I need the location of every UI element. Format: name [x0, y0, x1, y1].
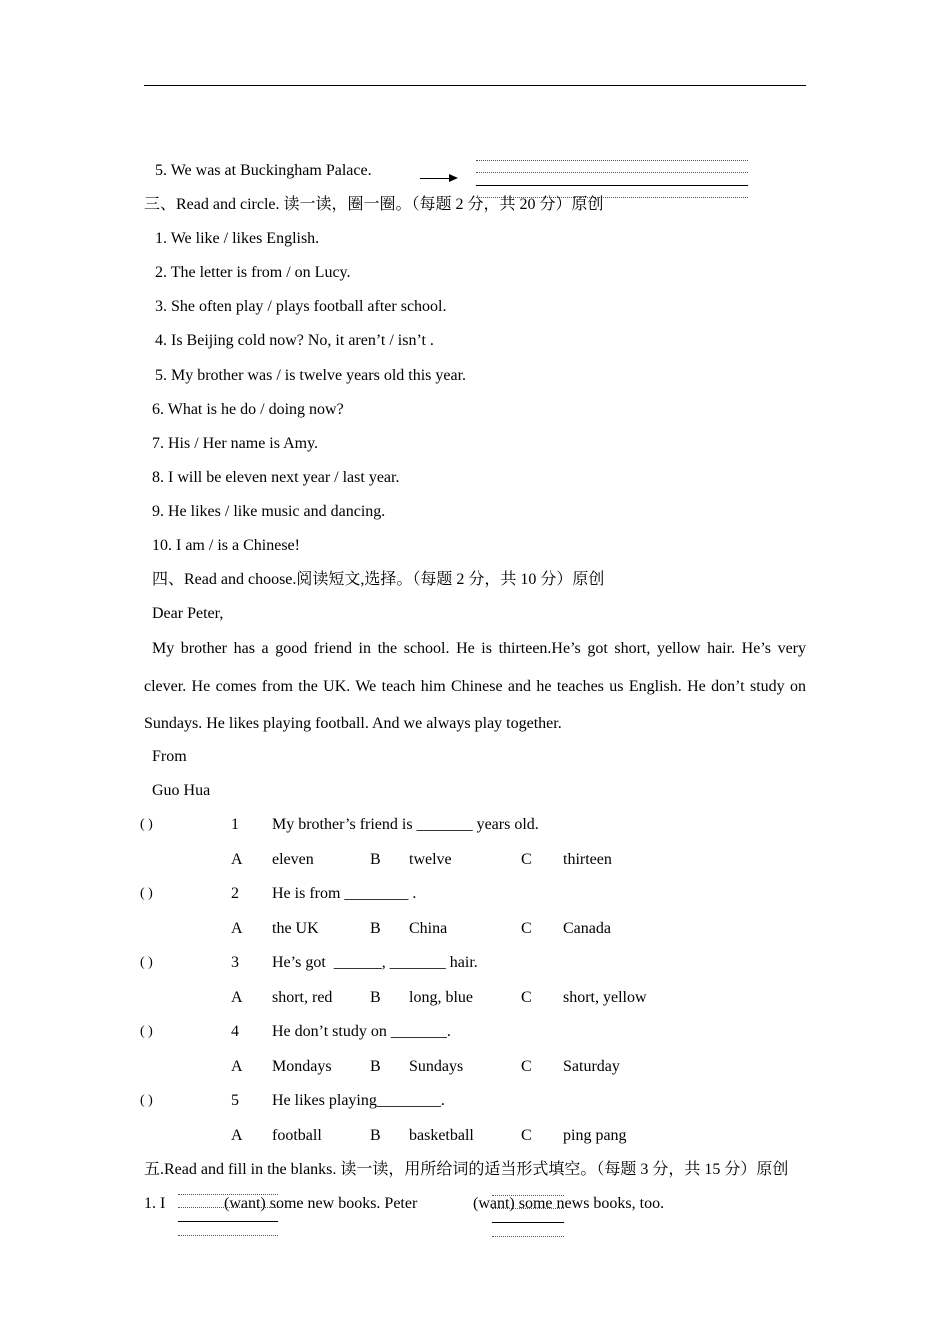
question-number: 3	[231, 954, 239, 971]
option-b-letter: B	[370, 851, 381, 868]
option-c-letter: C	[521, 1058, 532, 1075]
question-number: 5	[231, 1092, 239, 1109]
writing-line-dotted	[492, 1236, 564, 1237]
fill-q1-end: (want) some news books, too.	[473, 1195, 665, 1212]
option-b-letter: B	[370, 920, 381, 937]
writing-line-dotted	[178, 1207, 278, 1208]
option-c-letter: C	[521, 989, 532, 1006]
fill-blank-2[interactable]	[492, 1222, 564, 1223]
option-a: Mondays	[272, 1058, 332, 1075]
q5-prev-text: 5. We was at Buckingham Palace.	[155, 162, 372, 179]
circle-item: 7. His / Her name is Amy.	[152, 435, 319, 452]
writing-line-dotted	[178, 1194, 278, 1195]
arrow-icon	[420, 178, 454, 179]
question-text: My brother’s friend is _______ years old.	[272, 816, 539, 833]
writing-line-dotted	[492, 1195, 564, 1196]
option-a: the UK	[272, 920, 319, 937]
circle-item: 8. I will be eleven next year / last year.	[152, 469, 400, 486]
option-a-letter: A	[231, 1058, 243, 1075]
option-c-letter: C	[521, 1127, 532, 1144]
option-a: football	[272, 1127, 322, 1144]
circle-item: 5. My brother was / is twelve years old this year.	[155, 367, 467, 384]
option-b: twelve	[409, 851, 452, 868]
question-text: He likes playing________.	[272, 1092, 445, 1109]
circle-item: 9. He likes / like music and dancing.	[152, 503, 386, 520]
writing-line-solid[interactable]	[476, 185, 748, 186]
question-number: 4	[231, 1023, 239, 1040]
option-c: Saturday	[563, 1058, 620, 1075]
circle-item: 4. Is Beijing cold now? No, it aren’t / isn’t .	[155, 332, 434, 349]
option-b-letter: B	[370, 1058, 381, 1075]
question-text: He is from ________ .	[272, 885, 417, 902]
circle-item: 10. I am / is a Chinese!	[152, 537, 300, 554]
option-c: ping pang	[563, 1127, 627, 1144]
writing-line-dotted	[178, 1235, 278, 1236]
fill-q1-mid: (want) some new books. Peter	[224, 1195, 418, 1212]
writing-line-dotted	[492, 1208, 564, 1209]
option-b-letter: B	[370, 989, 381, 1006]
circle-item: 6. What is he do / doing now?	[152, 401, 344, 418]
option-c-letter: C	[521, 920, 532, 937]
option-b-letter: B	[370, 1127, 381, 1144]
section3-title: 三、Read and circle. 读一读，圈一圈。（每题 2 分，共 20 分）原创	[144, 196, 604, 213]
circle-item: 2. The letter is from / on Lucy.	[155, 264, 351, 281]
answer-bracket[interactable]: ( )	[140, 817, 153, 832]
question-text: He’s got ______, _______ hair.	[272, 954, 478, 971]
writing-line-dotted	[476, 160, 748, 161]
option-c: thirteen	[563, 851, 612, 868]
option-b: Sundays	[409, 1058, 464, 1075]
circle-item: 3. She often play / plays football after school.	[155, 298, 447, 315]
reading-passage: My brother has a good friend in the school. He is thirteen.He’s got short, yellow hair. He’s very clever. He comes from the UK. We teach him Chinese and he teaches us English. He don’t study on Sundays. He likes playing football. And we always play together.	[144, 640, 806, 732]
option-a-letter: A	[231, 920, 243, 937]
section5-title: 五.Read and fill in the blanks. 读一读，用所给词的适当形式填空。（每题 3 分，共 15 分）原创	[144, 1161, 789, 1178]
option-c: Canada	[563, 920, 611, 937]
option-c-letter: C	[521, 851, 532, 868]
answer-bracket[interactable]: ( )	[140, 886, 153, 901]
option-a-letter: A	[231, 851, 243, 868]
letter-greeting: Dear Peter,	[152, 605, 224, 622]
answer-bracket[interactable]: ( )	[140, 955, 153, 970]
option-a-letter: A	[231, 1127, 243, 1144]
question-number: 1	[231, 816, 239, 833]
writing-line-dotted	[476, 172, 748, 173]
question-number: 2	[231, 885, 239, 902]
option-a: short, red	[272, 989, 333, 1006]
answer-bracket[interactable]: ( )	[140, 1024, 153, 1039]
option-b: long, blue	[409, 989, 473, 1006]
fill-q1-start: 1. I	[144, 1195, 166, 1212]
option-b: China	[409, 920, 448, 937]
circle-item: 1. We like / likes English.	[155, 230, 320, 247]
question-text: He don’t study on _______.	[272, 1023, 451, 1040]
answer-bracket[interactable]: ( )	[140, 1093, 153, 1108]
letter-signature: Guo Hua	[152, 782, 211, 799]
section4-title: 四、Read and choose.阅读短文,选择。（每题 2 分，共 10 分）原创	[152, 571, 605, 588]
option-a-letter: A	[231, 989, 243, 1006]
header-rule	[144, 85, 806, 86]
option-a: eleven	[272, 851, 314, 868]
fill-blank-1[interactable]	[178, 1221, 278, 1222]
letter-from: From	[152, 748, 187, 765]
option-b: basketball	[409, 1127, 474, 1144]
option-c: short, yellow	[563, 989, 647, 1006]
